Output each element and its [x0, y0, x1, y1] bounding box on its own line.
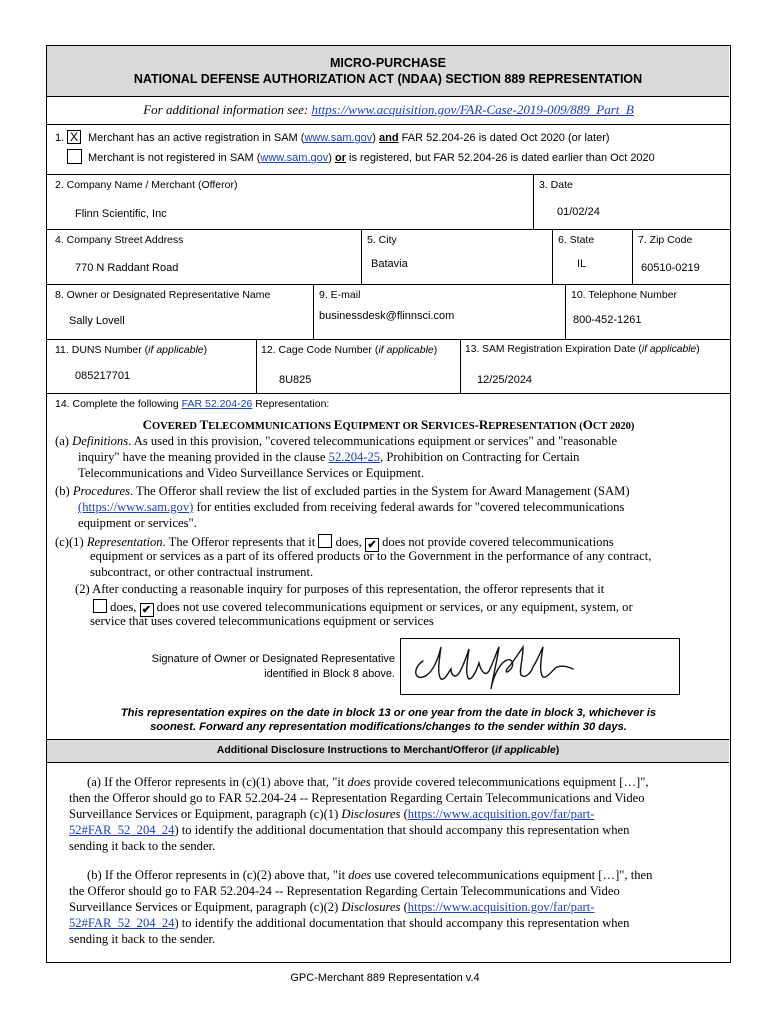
- owner-label: 8. Owner or Designated Representative Name: [55, 289, 271, 301]
- page-footer: GPC-Merchant 889 Representation v.4: [290, 972, 480, 984]
- cage-label: 12. Cage Code Number (if applicable): [261, 344, 438, 356]
- item1-option1-text: Merchant has an active registration in SAM (www.sam.gov) and FAR 52.204-26 is dated Oct 2020 (or later): [88, 132, 610, 144]
- expiry-notice: This representation expires on the date in block 13 or one year from the date in block 3, whichever is soonest. Forward any representation modifications/changes to the sender within 30 days.: [120, 707, 657, 733]
- c1-does-not-checkbox[interactable]: ✔: [365, 538, 379, 552]
- signature-label: Signature of Owner or Designated Representative identified in Block 8 above.: [151, 653, 395, 680]
- divider: [256, 339, 257, 393]
- city-label: 5. City: [367, 234, 397, 246]
- divider: [47, 174, 730, 175]
- email-label: 9. E-mail: [319, 289, 361, 301]
- street-value[interactable]: 770 N Raddant Road: [75, 262, 179, 274]
- item14-label: 14. Complete the following FAR 52.204-26 Representation:: [55, 398, 330, 410]
- divider: [533, 174, 534, 229]
- divider: [47, 124, 730, 125]
- rep-b-line3: equipment or services".: [78, 516, 197, 530]
- rep-b-line2: (https://www.sam.gov) for entities excluded from receiving federal awards for "covered telecommunications: [78, 500, 625, 514]
- zip-value[interactable]: 60510-0219: [641, 262, 700, 274]
- divider: [47, 393, 730, 394]
- divider: [460, 339, 461, 393]
- header-line2: NATIONAL DEFENSE AUTHORIZATION ACT (NDAA) SECTION 889 REPRESENTATION: [133, 72, 643, 86]
- far-anchor-link-a[interactable]: 52#FAR_52_204_24: [69, 823, 175, 837]
- email-value[interactable]: businessdesk@flinnsci.com: [319, 310, 455, 322]
- add-a-line2: then the Offeror should go to FAR 52.204-24 -- Representation Regarding Certain Telecommunications and Video: [69, 791, 645, 805]
- owner-value[interactable]: Sally Lovell: [69, 315, 125, 327]
- item1-option2-text: Merchant is not registered in SAM (www.sam.gov) or is registered, but FAR 52.204-26 is dated earlier than Oct 2020: [88, 152, 655, 164]
- phone-label: 10. Telephone Number: [571, 289, 678, 301]
- sam-link-2[interactable]: www.sam.gov: [260, 152, 329, 164]
- signature-box[interactable]: [400, 638, 680, 695]
- phone-value[interactable]: 800-452-1261: [573, 314, 642, 326]
- divider: [565, 284, 566, 339]
- rep-c2-line3: service that uses covered telecommunications equipment or services: [90, 614, 434, 628]
- duns-label: 11. DUNS Number (if applicable): [55, 344, 208, 356]
- cage-value[interactable]: 8U825: [279, 374, 312, 386]
- divider: [313, 284, 314, 339]
- c2-does-not-checkbox[interactable]: ✔: [140, 603, 154, 617]
- rep-c2-line1: (2) After conducting a reasonable inquiry for purposes of this representation, the offeror represents that it: [75, 582, 605, 596]
- add-b-line5: sending it back to the sender.: [69, 932, 216, 946]
- signature-drawing: [401, 639, 679, 694]
- divider: [47, 229, 730, 230]
- add-a-line3: Surveillance Services or Equipment, paragraph (c)(1) Disclosures (https://www.acquisition.gov/far/part-: [69, 807, 595, 821]
- c2-does-checkbox[interactable]: [93, 599, 107, 613]
- date-value[interactable]: 01/02/24: [557, 206, 600, 218]
- far-link[interactable]: FAR 52.204-26: [181, 398, 253, 410]
- zip-label: 7. Zip Code: [638, 234, 693, 246]
- divider: [361, 229, 362, 284]
- far-anchor-link-b[interactable]: 52#FAR_52_204_24: [69, 916, 175, 930]
- sam-expiration-value[interactable]: 12/25/2024: [477, 374, 533, 386]
- clause-link[interactable]: 52.204-25: [328, 450, 381, 464]
- state-label: 6. State: [558, 234, 595, 246]
- sam-gov-link[interactable]: (https://www.sam.gov): [78, 500, 194, 514]
- item1-checkbox-not-registered[interactable]: [67, 149, 82, 164]
- divider: [552, 229, 553, 284]
- divider: [632, 229, 633, 284]
- add-a-line5: sending it back to the sender.: [69, 839, 216, 853]
- far-part-link-b[interactable]: https://www.acquisition.gov/far/part-: [407, 900, 595, 914]
- rep-a-line3: Telecommunications and Video Surveillance Services or Equipment.: [78, 466, 425, 480]
- rep-c1-line2: equipment or services as a part of its offered products or to the Government in the performance of any contract,: [90, 549, 652, 563]
- divider: [47, 284, 730, 285]
- rep-b-line1: (b) Procedures. The Offeror shall review the list of excluded parties in the System for Award Management (SAM): [55, 484, 630, 498]
- rep-c1-line1: (c)(1) Representation. The Offeror represents that it does, ✔ does not provide covered telecommunications: [55, 535, 614, 551]
- divider: [47, 339, 730, 340]
- add-a-line4: 52#FAR_52_204_24) to identify the additional documentation that should accompany this representation when: [69, 823, 630, 837]
- sam-link[interactable]: www.sam.gov: [304, 132, 373, 144]
- item1-checkbox-registered[interactable]: X: [67, 130, 81, 144]
- company-value[interactable]: Flinn Scientific, Inc: [75, 208, 167, 220]
- item1-number: 1.: [55, 132, 65, 144]
- street-label: 4. Company Street Address: [55, 234, 184, 246]
- add-b-line3: Surveillance Services or Equipment, paragraph (c)(2) Disclosures (https://www.acquisition.gov/far/part-: [69, 900, 595, 914]
- additional-heading: Additional Disclosure Instructions to Merchant/Offeror (if applicable): [216, 744, 560, 756]
- add-b-line2: the Offeror should go to FAR 52.204-24 -- Representation Regarding Certain Telecommunications and Video: [69, 884, 620, 898]
- add-b-line1: (b) If the Offeror represents in (c)(2) above that, "it does use covered telecommunications equipment […]", then: [87, 868, 653, 882]
- date-label: 3. Date: [539, 179, 573, 191]
- rep-c1-line3: subcontract, or other contractual instrument.: [90, 565, 314, 579]
- sam-expiration-label: 13. SAM Registration Expiration Date (if applicable): [465, 344, 700, 355]
- c1-does-checkbox[interactable]: [318, 534, 332, 548]
- add-b-line4: 52#FAR_52_204_24) to identify the additional documentation that should accompany this representation when: [69, 916, 630, 930]
- header-line1: MICRO-PURCHASE: [330, 56, 446, 70]
- far-part-link-a[interactable]: https://www.acquisition.gov/far/part-: [407, 807, 595, 821]
- info-line: [47, 102, 730, 118]
- info-link[interactable]: https://www.acquisition.gov/FAR-Case-2019-009/889_Part_B: [311, 102, 634, 117]
- representation-title: COVERED TELECOMMUNICATIONS EQUIPMENT OR SERVICES-REPRESENTATION (OCT 2020): [142, 417, 635, 432]
- company-label: 2. Company Name / Merchant (Offeror): [55, 179, 238, 191]
- city-value[interactable]: Batavia: [371, 258, 408, 270]
- additional-heading-bar: [47, 739, 729, 763]
- rep-a-line2: inquiry" have the meaning provided in the clause 52.204-25, Prohibition on Contracting for Certain: [78, 450, 580, 464]
- duns-value[interactable]: 085217701: [75, 370, 131, 382]
- rep-c2-line2: does, ✔ does not use covered telecommunications equipment or services, or any equipment, system, or: [93, 597, 633, 616]
- form-border: [46, 45, 731, 963]
- form-header: [47, 46, 729, 97]
- add-a-line1: (a) If the Offeror represents in (c)(1) above that, "it does provide covered telecommunications equipment […]",: [87, 775, 649, 789]
- rep-a-line1: (a) Definitions. As used in this provision, "covered telecommunications equipment or services" and "reasonable: [55, 434, 618, 448]
- info-prefix: For additional information see:: [143, 102, 312, 117]
- state-value[interactable]: IL: [577, 258, 587, 270]
